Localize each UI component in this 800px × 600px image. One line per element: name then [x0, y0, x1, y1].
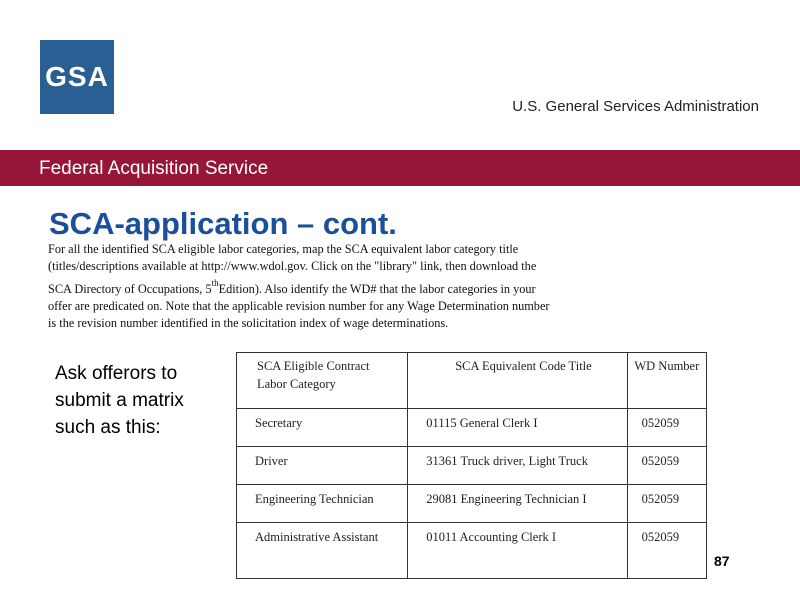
agency-name: U.S. General Services Administration: [512, 98, 759, 115]
labor-category-matrix: [236, 352, 707, 579]
table-row: [237, 447, 707, 485]
header-wd-number: WD Number: [627, 353, 706, 409]
cell-wd-number: 052059: [627, 523, 706, 579]
cell-labor-category: Engineering Technician: [237, 485, 408, 523]
table-row: [237, 523, 707, 579]
side-note: Ask offerors to submit a matrix such as this:: [55, 363, 184, 438]
cell-labor-category: Administrative Assistant: [237, 523, 408, 579]
banner-text: Federal Acquisition Service: [39, 158, 269, 179]
logo-text: GSA: [45, 61, 109, 92]
cell-labor-category: Secretary: [237, 409, 408, 447]
header-code-title: SCA Equivalent Code Title: [408, 353, 627, 409]
header-banner: [0, 150, 800, 186]
header-labor-category: SCA Eligible Contract Labor Category: [237, 353, 408, 409]
cell-code-title: 01011 Accounting Clerk I: [408, 523, 627, 579]
instructions-part2: Edition). Also identify the WD# that the labor categories in your offer are predicated on. Note that the applicable revision number for any Wage Determination number is the revision number identified in the solicitation index of wage determinations.: [48, 282, 550, 330]
instructions-part1: For all the identified SCA eligible labor categories, map the SCA equivalent labor category title (titles/descriptions available at http://www.wdol.gov. Click on the "library" link, then download the SCA Directory of Occupations, 5: [48, 242, 537, 296]
slide-title: SCA-application – cont.: [49, 206, 397, 241]
cell-wd-number: 052059: [627, 447, 706, 485]
cell-code-title: 01115 General Clerk I: [408, 409, 627, 447]
cell-wd-number: 052059: [627, 409, 706, 447]
table-header-row: [237, 353, 707, 409]
instructions-superscript: th: [211, 278, 219, 288]
cell-code-title: 31361 Truck driver, Light Truck: [408, 447, 627, 485]
table-row: [237, 485, 707, 523]
cell-wd-number: 052059: [627, 485, 706, 523]
cell-code-title: 29081 Engineering Technician I: [408, 485, 627, 523]
page-number: 87: [714, 553, 730, 569]
table-row: [237, 409, 707, 447]
cell-labor-category: Driver: [237, 447, 408, 485]
gsa-logo: [40, 40, 114, 114]
instructions-text: [48, 241, 558, 332]
